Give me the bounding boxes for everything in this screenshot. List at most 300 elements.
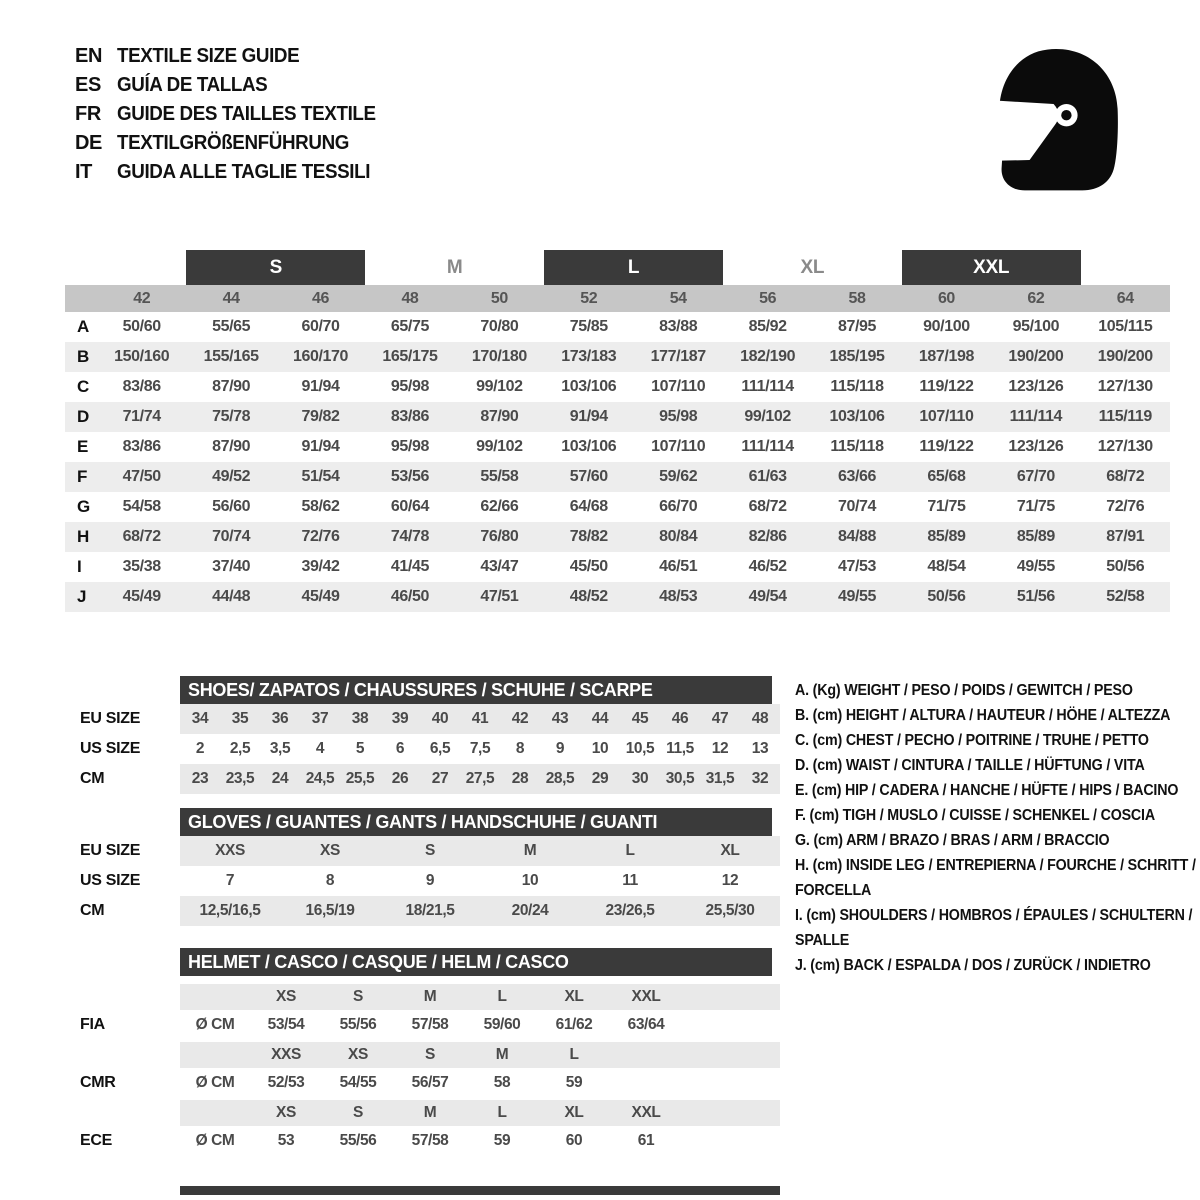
gloves-row-us-size	[60, 866, 784, 896]
measure-value: 103/106	[829, 408, 885, 425]
size-value: 31,5	[705, 770, 735, 787]
row-values	[180, 836, 780, 866]
measure-value: 87/90	[212, 438, 251, 455]
row-letter: F	[77, 467, 88, 486]
measure-row-f	[65, 462, 1170, 492]
gloves-row-cm	[60, 896, 784, 926]
measure-value: 85/89	[927, 528, 966, 545]
size-number-row	[65, 285, 1170, 312]
size-value: 7	[225, 872, 235, 889]
row-values	[180, 704, 780, 734]
size-group-l: L	[544, 250, 723, 285]
size-value: 37	[311, 710, 329, 727]
measurement-rows	[65, 312, 1170, 612]
measure-value: 95/98	[390, 378, 429, 395]
language-title: GUIDE DES TAILLES TEXTILE	[117, 103, 376, 125]
row-label-empty	[60, 1042, 180, 1068]
size-number: 64	[1116, 289, 1134, 307]
legend-item-g: G. (cm) ARM / BRAZO / BRAS / ARM / BRACCIO	[795, 832, 1110, 849]
measure-value: 61/63	[748, 468, 787, 485]
helmet-size-value: 52/53	[267, 1074, 305, 1091]
size-value: 39	[391, 710, 409, 727]
helmet-size-label: XS	[348, 1046, 368, 1063]
helmet-size-value: 63/64	[627, 1016, 665, 1033]
measure-value: 111/114	[1009, 408, 1063, 425]
measure-value: 48/53	[659, 588, 698, 605]
size-value: XS	[320, 842, 340, 859]
measure-value: 70/74	[212, 528, 251, 545]
language-code: DE	[75, 132, 102, 154]
helmet-size-value: 60	[565, 1132, 583, 1149]
measure-value: 107/110	[651, 438, 706, 455]
helmet-size-value: 61	[637, 1132, 655, 1149]
size-value: 28	[511, 770, 529, 787]
measure-value: 59/62	[659, 468, 698, 485]
language-code: IT	[75, 161, 92, 183]
size-number: 48	[401, 289, 419, 307]
measure-value: 99/102	[476, 378, 523, 395]
measure-row-e	[65, 432, 1170, 462]
helmet-size-label: L	[497, 988, 507, 1005]
legend-item-e: E. (cm) HIP / CADERA / HANCHE / HÜFTE / HIPS / BACINO	[795, 782, 1179, 799]
measure-value: 190/200	[1008, 348, 1064, 365]
measure-value: 51/56	[1016, 588, 1055, 605]
standard-label: FIA	[80, 1016, 105, 1033]
measure-value: 82/86	[748, 528, 787, 545]
measure-value: 48/54	[927, 558, 966, 575]
helmet-size-value: 59	[565, 1074, 583, 1091]
measure-value: 68/72	[1106, 468, 1145, 485]
row-label: US SIZE	[80, 740, 141, 757]
empty-corner-cell	[65, 285, 97, 312]
helmet-size-value: 59	[493, 1132, 511, 1149]
measure-value: 76/80	[480, 528, 519, 545]
measure-value: 43/47	[480, 558, 519, 575]
helmet-size-value: 55/56	[339, 1016, 377, 1033]
helmet-size-label: XXL	[631, 988, 661, 1005]
legend-item-i: I. (cm) SHOULDERS / HOMBROS / ÉPAULES / SCHULTERN / SPALLE	[795, 907, 1193, 949]
textile-measurement-table	[65, 250, 1170, 612]
size-value: 26	[391, 770, 409, 787]
measure-value: 39/42	[301, 558, 340, 575]
measure-value: 45/50	[569, 558, 608, 575]
language-row	[75, 42, 392, 71]
language-title: GUIDA ALLE TAGLIE TESSILI	[117, 161, 371, 183]
row-letter: A	[77, 317, 90, 336]
shoes-row-eu-size	[60, 704, 784, 734]
measure-value: 58/62	[301, 498, 340, 515]
row-label: EU SIZE	[80, 710, 141, 727]
measure-row-a	[65, 312, 1170, 342]
size-number: 46	[312, 289, 330, 307]
measure-value: 79/82	[301, 408, 340, 425]
size-group-xxl: XXL	[902, 250, 1081, 285]
helmet-sizes	[180, 1100, 780, 1126]
measure-value: 70/74	[838, 498, 877, 515]
helmet-size-label: S	[353, 988, 363, 1005]
size-value: 13	[751, 740, 769, 757]
measure-value: 187/198	[918, 348, 974, 365]
row-letter: E	[77, 437, 89, 456]
helmet-sizes-row	[60, 984, 784, 1010]
measurement-legend	[795, 678, 1196, 978]
measure-value: 90/100	[923, 318, 970, 335]
shoes-size-table	[60, 704, 784, 794]
measure-value: 64/68	[569, 498, 608, 515]
helmet-standard-row-cmr	[60, 1068, 784, 1098]
helmet-size-value: 57/58	[411, 1132, 449, 1149]
measure-value: 65/75	[390, 318, 429, 335]
measure-value: 45/49	[122, 588, 161, 605]
language-code: FR	[75, 103, 101, 125]
measure-value: 49/55	[838, 588, 877, 605]
size-value: 20/24	[511, 902, 549, 919]
measure-value: 55/58	[480, 468, 519, 485]
size-value: L	[625, 842, 635, 859]
measure-value: 66/70	[659, 498, 698, 515]
language-row	[75, 71, 392, 100]
shoes-row-us-size	[60, 734, 784, 764]
helmet-size-table	[60, 984, 784, 1156]
helmet-size-label: XS	[276, 1104, 296, 1121]
measure-value: 84/88	[838, 528, 877, 545]
helmet-size-label: M	[495, 1046, 509, 1063]
gloves-section-title: GLOVES / GUANTES / GANTS / HANDSCHUHE / GUANTI	[180, 808, 772, 836]
helmet-values	[180, 1126, 780, 1156]
measure-value: 68/72	[122, 528, 161, 545]
helmet-sizes-row	[60, 1042, 784, 1068]
measure-value: 95/100	[1012, 318, 1060, 335]
size-group-m: M	[446, 256, 463, 278]
measure-value: 74/78	[390, 528, 429, 545]
legend-item-j: J. (cm) BACK / ESPALDA / DOS / ZURÜCK / INDIETRO	[795, 957, 1151, 974]
measure-value: 49/54	[748, 588, 787, 605]
measure-value: 177/187	[650, 348, 706, 365]
measure-value: 127/130	[1097, 438, 1153, 455]
measure-value: 119/122	[919, 378, 974, 395]
measure-value: 56/60	[212, 498, 251, 515]
size-value: M	[523, 842, 537, 859]
measure-value: 57/60	[569, 468, 608, 485]
helmet-sizes	[180, 984, 780, 1010]
size-value: 30,5	[665, 770, 695, 787]
size-number: 44	[222, 289, 240, 307]
cropped-section-bar	[180, 1186, 780, 1195]
size-group-s: S	[186, 250, 365, 285]
row-letter: H	[77, 527, 90, 546]
measure-value: 63/66	[838, 468, 877, 485]
legend-item-f: F. (cm) TIGH / MUSLO / CUISSE / SCHENKEL / COSCIA	[795, 807, 1155, 824]
language-code: ES	[75, 74, 101, 96]
measure-value: 150/160	[114, 348, 170, 365]
helmet-size-label: L	[497, 1104, 507, 1121]
measure-row-c	[65, 372, 1170, 402]
size-group-xl: XL	[800, 256, 825, 278]
size-value: 46	[671, 710, 689, 727]
size-value: 42	[511, 710, 529, 727]
size-value: 16,5/19	[305, 902, 355, 919]
size-value: 2,5	[229, 740, 251, 757]
measure-value: 95/98	[659, 408, 698, 425]
diameter-unit: Ø CM	[195, 1132, 235, 1149]
language-title: TEXTILE SIZE GUIDE	[117, 45, 300, 67]
helmet-sizes	[180, 1042, 780, 1068]
size-value: 45	[631, 710, 649, 727]
accessory-size-tables	[60, 676, 784, 1195]
measure-value: 115/118	[830, 438, 884, 455]
measure-value: 53/56	[390, 468, 429, 485]
row-label: EU SIZE	[80, 842, 141, 859]
size-value: 12	[711, 740, 729, 757]
measure-value: 91/94	[569, 408, 608, 425]
measure-value: 107/110	[919, 408, 974, 425]
measure-value: 155/165	[203, 348, 259, 365]
size-value: 24,5	[305, 770, 335, 787]
measure-value: 87/95	[838, 318, 877, 335]
size-value: 8	[515, 740, 525, 757]
helmet-size-value: 57/58	[411, 1016, 449, 1033]
helmet-size-value: 55/56	[339, 1132, 377, 1149]
row-letter: J	[77, 587, 87, 606]
measure-value: 45/49	[301, 588, 340, 605]
size-value: 8	[325, 872, 335, 889]
size-value: XXS	[215, 842, 245, 859]
language-title: TEXTILGRÖßENFÜHRUNG	[117, 132, 350, 154]
language-title: GUÍA DE TALLAS	[117, 74, 268, 96]
measure-value: 87/90	[212, 378, 251, 395]
measure-row-h	[65, 522, 1170, 552]
measure-value: 78/82	[569, 528, 608, 545]
size-value: 38	[351, 710, 369, 727]
measure-value: 44/48	[212, 588, 251, 605]
row-label: CM	[80, 770, 105, 787]
shoes-section-title: SHOES/ ZAPATOS / CHAUSSURES / SCHUHE / SCARPE	[180, 676, 772, 704]
size-value: 27	[431, 770, 449, 787]
measure-value: 50/60	[122, 318, 161, 335]
measure-value: 185/195	[829, 348, 885, 365]
size-value: 18/21,5	[405, 902, 455, 919]
measure-row-d	[65, 402, 1170, 432]
measure-value: 103/106	[561, 378, 617, 395]
measure-value: 54/58	[122, 498, 161, 515]
size-number: 54	[669, 289, 687, 307]
diameter-unit: Ø CM	[195, 1016, 235, 1033]
measure-value: 71/75	[1016, 498, 1055, 515]
size-value: 5	[355, 740, 365, 757]
size-value: 10	[521, 872, 539, 889]
gloves-row-eu-size	[60, 836, 784, 866]
size-value: 43	[551, 710, 569, 727]
size-value: 12,5/16,5	[199, 902, 261, 919]
size-value: 10,5	[625, 740, 655, 757]
measure-value: 107/110	[651, 378, 706, 395]
empty-cell	[180, 1100, 250, 1126]
measure-value: 99/102	[476, 438, 523, 455]
legend-item-c: C. (cm) CHEST / PECHO / POITRINE / TRUHE / PETTO	[795, 732, 1149, 749]
helmet-standard-row-ece	[60, 1126, 784, 1156]
measure-value: 72/76	[301, 528, 340, 545]
measure-value: 111/114	[741, 378, 794, 395]
row-letter: C	[77, 377, 90, 396]
measure-value: 55/65	[212, 318, 251, 335]
row-values	[180, 896, 780, 926]
measure-value: 46/52	[748, 558, 787, 575]
measure-value: 115/118	[830, 378, 884, 395]
row-label-empty	[60, 984, 180, 1010]
measure-row-b	[65, 342, 1170, 372]
helmet-section-title: HELMET / CASCO / CASQUE / HELM / CASCO	[180, 948, 772, 976]
size-value: 41	[471, 710, 489, 727]
size-number: 56	[759, 289, 777, 307]
measure-value: 49/55	[1016, 558, 1055, 575]
size-value: 48	[751, 710, 769, 727]
size-value: 10	[591, 740, 609, 757]
legend-item-a: A. (Kg) WEIGHT / PESO / POIDS / GEWITCH / PESO	[795, 682, 1133, 699]
measure-value: 83/88	[659, 318, 698, 335]
measure-value: 165/175	[382, 348, 438, 365]
size-group-header-row	[65, 250, 1170, 285]
size-value: 32	[751, 770, 769, 787]
measure-value: 60/64	[390, 498, 429, 515]
size-value: 28,5	[545, 770, 575, 787]
helmet-size-label: S	[425, 1046, 435, 1063]
helmet-size-label: XL	[564, 988, 584, 1005]
measure-value: 170/180	[471, 348, 527, 365]
size-value: XL	[720, 842, 740, 859]
measure-value: 87/91	[1106, 528, 1145, 545]
size-value: 24	[271, 770, 289, 787]
measure-value: 67/70	[1016, 468, 1055, 485]
measure-value: 46/50	[390, 588, 429, 605]
measure-value: 48/52	[569, 588, 608, 605]
size-value: 25,5/30	[705, 902, 755, 919]
size-value: 27,5	[465, 770, 495, 787]
racing-helmet-icon	[980, 36, 1140, 204]
helmet-size-label: XXL	[631, 1104, 661, 1121]
measure-value: 50/56	[927, 588, 966, 605]
measure-value: 71/75	[927, 498, 966, 515]
standard-label: CMR	[80, 1074, 116, 1091]
standard-label: ECE	[80, 1132, 112, 1149]
size-number: 42	[133, 289, 151, 307]
size-value: 6,5	[429, 740, 451, 757]
measure-value: 47/51	[480, 588, 519, 605]
gloves-size-table	[60, 836, 784, 926]
size-value: 7,5	[469, 740, 491, 757]
size-value: 30	[631, 770, 649, 787]
size-value: 2	[195, 740, 205, 757]
measure-value: 190/200	[1097, 348, 1153, 365]
helmet-size-value: 61/62	[555, 1016, 593, 1033]
language-code: EN	[75, 45, 102, 67]
row-label: CM	[80, 902, 105, 919]
measure-value: 111/114	[741, 438, 794, 455]
row-values	[180, 734, 780, 764]
size-value: 29	[591, 770, 609, 787]
legend-item-d: D. (cm) WAIST / CINTURA / TAILLE / HÜFTUNG / VITA	[795, 757, 1145, 774]
measure-value: 85/89	[1016, 528, 1055, 545]
helmet-size-label: XL	[564, 1104, 584, 1121]
row-label: US SIZE	[80, 872, 141, 889]
language-row	[75, 100, 392, 129]
measure-value: 68/72	[748, 498, 787, 515]
measure-value: 47/50	[122, 468, 161, 485]
helmet-size-value: 56/57	[411, 1074, 449, 1091]
helmet-values	[180, 1068, 780, 1098]
size-value: 11	[622, 872, 638, 889]
measure-value: 80/84	[659, 528, 698, 545]
legend-item-h: H. (cm) INSIDE LEG / ENTREPIERNA / FOURCHE / SCHRITT / FORCELLA	[795, 857, 1196, 899]
helmet-size-label: M	[423, 1104, 437, 1121]
size-value: 3,5	[269, 740, 291, 757]
size-value: 34	[191, 710, 209, 727]
measure-value: 91/94	[301, 378, 340, 395]
size-value: 4	[315, 740, 325, 757]
helmet-size-label: L	[569, 1046, 579, 1063]
measure-value: 160/170	[293, 348, 349, 365]
measure-value: 99/102	[744, 408, 791, 425]
measure-value: 127/130	[1097, 378, 1153, 395]
measure-value: 60/70	[301, 318, 340, 335]
row-letter: G	[77, 497, 91, 516]
size-value: 11,5	[666, 740, 694, 757]
language-title-list	[75, 42, 392, 187]
measure-row-j	[65, 582, 1170, 612]
helmet-size-value: 53/54	[267, 1016, 305, 1033]
measure-value: 47/53	[838, 558, 877, 575]
size-number: 58	[848, 289, 866, 307]
size-value: 35	[231, 710, 249, 727]
row-values	[180, 764, 780, 794]
measure-value: 83/86	[390, 408, 429, 425]
measure-value: 173/183	[561, 348, 617, 365]
size-number: 50	[490, 289, 508, 307]
size-value: 6	[395, 740, 405, 757]
measure-value: 50/56	[1106, 558, 1145, 575]
measure-value: 103/106	[561, 438, 617, 455]
measure-value: 52/58	[1106, 588, 1145, 605]
measure-value: 87/90	[480, 408, 519, 425]
size-number: 52	[580, 289, 598, 307]
size-value: 23/26,5	[605, 902, 655, 919]
language-row	[75, 158, 392, 187]
helmet-size-value: 53	[277, 1132, 295, 1149]
measure-value: 75/78	[212, 408, 251, 425]
measure-value: 72/76	[1106, 498, 1145, 515]
measure-value: 65/68	[927, 468, 966, 485]
measure-value: 85/92	[748, 318, 787, 335]
row-letter: I	[77, 557, 82, 576]
measure-value: 35/38	[122, 558, 161, 575]
helmet-values	[180, 1010, 780, 1040]
row-label-empty	[60, 1100, 180, 1126]
shoes-row-cm	[60, 764, 784, 794]
helmet-sizes-row	[60, 1100, 784, 1126]
measure-value: 115/119	[1098, 408, 1152, 425]
size-value: 36	[271, 710, 289, 727]
measure-value: 182/190	[740, 348, 796, 365]
helmet-size-label: M	[423, 988, 437, 1005]
measure-row-g	[65, 492, 1170, 522]
measure-row-i	[65, 552, 1170, 582]
size-value: 23,5	[225, 770, 255, 787]
measure-value: 41/45	[390, 558, 429, 575]
helmet-standard-row-fia	[60, 1010, 784, 1040]
helmet-size-label: XXS	[271, 1046, 301, 1063]
measure-value: 91/94	[301, 438, 340, 455]
diameter-unit: Ø CM	[195, 1074, 235, 1091]
measure-value: 83/86	[122, 378, 161, 395]
